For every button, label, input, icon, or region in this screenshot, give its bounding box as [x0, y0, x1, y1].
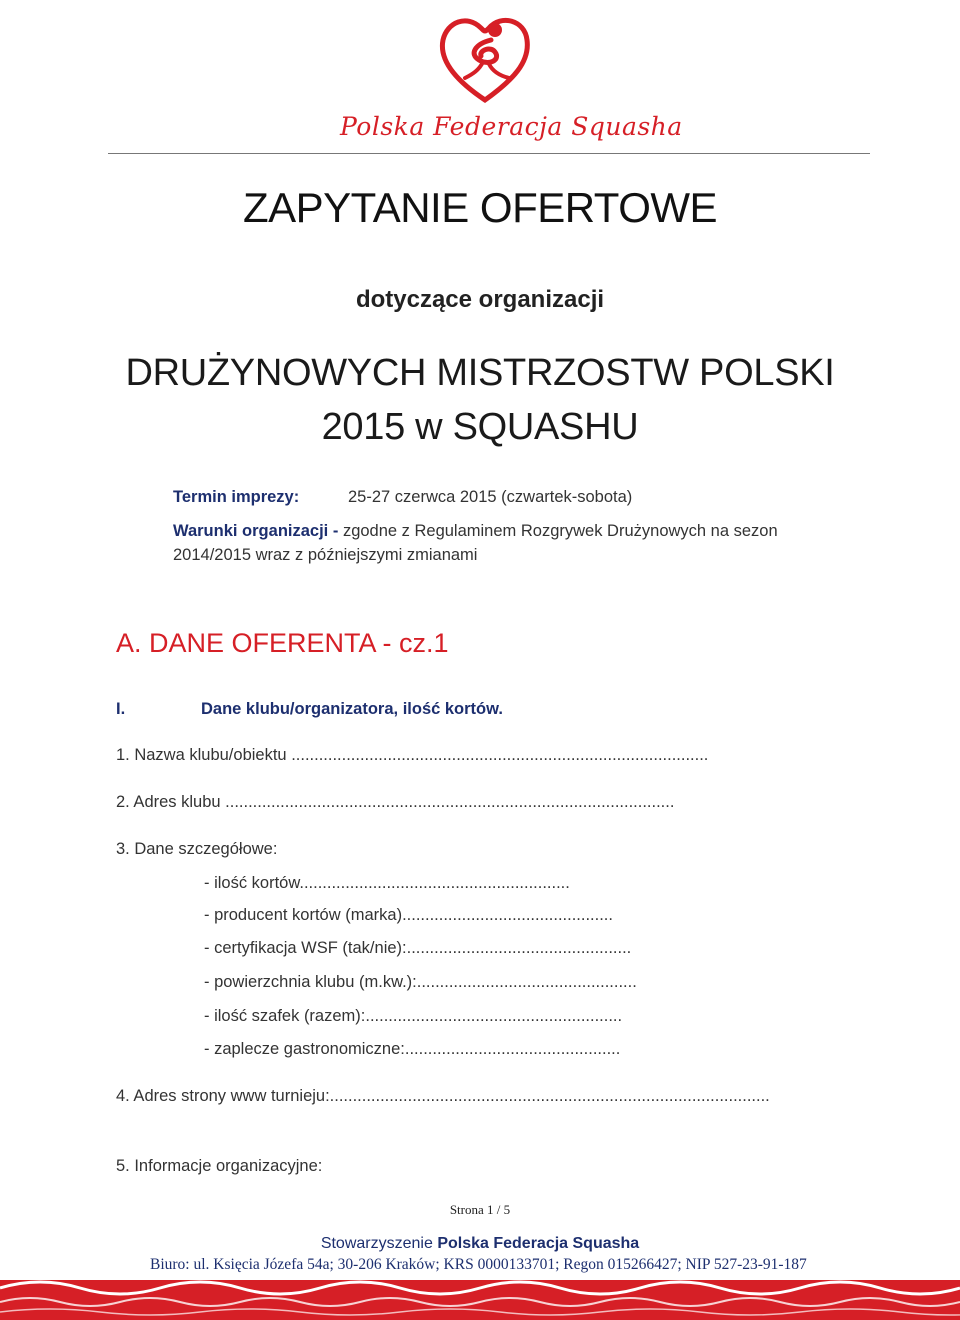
footer-decorative-band [0, 1274, 960, 1320]
field-lockers [204, 1007, 622, 1026]
fill-in-dots: .............................................. [402, 906, 613, 924]
fill-in-dots: ................................................ [416, 973, 637, 991]
field-label: - certyfikacja WSF (tak/nie): [204, 939, 407, 957]
field-club-address [116, 793, 674, 812]
section-i-number: I. [116, 700, 126, 718]
field-club-name [116, 746, 708, 765]
field-label: 2. Adres klubu [116, 793, 221, 811]
fill-in-dots: ........................................................ [365, 1007, 623, 1025]
conditions-value-line-2: 2014/2015 wraz z późniejszymi zmianami [173, 546, 478, 564]
field-label: - ilość szafek (razem): [204, 1007, 366, 1025]
field-org-info: 5. Informacje organizacyjne: [116, 1157, 323, 1175]
header-divider [108, 153, 870, 154]
fill-in-dots: ................................................. [406, 939, 632, 957]
section-i-title: Dane klubu/organizatora, ilość kortów. [201, 700, 503, 718]
field-label: - producent kortów (marka) [204, 906, 403, 924]
field-details-heading: 3. Dane szczegółowe: [116, 840, 278, 858]
field-wsf-certification [204, 939, 631, 958]
conditions-row [173, 522, 778, 541]
field-website [116, 1087, 770, 1106]
term-value: 25-27 czerwca 2015 (czwartek-sobota) [348, 488, 633, 506]
headline-line-1: DRUŻYNOWYCH MISTRZOSTW POLSKI [125, 352, 835, 394]
fill-in-dots: ............................................... [404, 1040, 621, 1058]
conditions-label: Warunki organizacji - [173, 522, 339, 540]
fill-in-dots: .................................................................................................. [225, 793, 675, 811]
conditions-value-line-1: zgodne z Regulaminem Rozgrywek Drużynowych na sezon [342, 522, 778, 540]
page-number: Strona 1 / 5 [449, 1202, 511, 1217]
field-label: - powierzchnia klubu (m.kw.): [204, 973, 417, 991]
federation-logo [340, 8, 683, 153]
squash-player-heart-icon [435, 8, 535, 108]
headline-line-2: 2015 w SQUASHU [321, 406, 639, 448]
fill-in-dots: ................................................................................................ [329, 1087, 770, 1105]
field-club-area [204, 973, 637, 992]
footer-address: Biuro: ul. Księcia Józefa 54a; 30-206 Kraków; KRS 0000133701; Regon 015266427; NIP 527-23-91-187 [150, 1256, 807, 1273]
logo-text: Polska Federacja Squasha [340, 112, 683, 141]
document-subtitle: dotyczące organizacji [355, 286, 605, 313]
term-row [173, 488, 299, 507]
section-a-heading: A. DANE OFERENTA - cz.1 [116, 628, 449, 658]
fill-in-dots: ........................................................... [299, 874, 570, 892]
field-courts-producer [204, 906, 613, 925]
field-label: 4. Adres strony www turnieju: [116, 1087, 330, 1105]
footer-organization: Stowarzyszenie Polska Federacja Squasha [320, 1235, 640, 1252]
field-label: - ilość kortów [204, 874, 300, 892]
field-gastronomy [204, 1040, 620, 1059]
field-label: - zaplecze gastronomiczne: [204, 1040, 405, 1058]
field-courts-count [204, 874, 570, 893]
field-label: 1. Nazwa klubu/obiektu [116, 746, 287, 764]
document-title: ZAPYTANIE OFERTOWE [242, 184, 718, 231]
fill-in-dots: ........................................................................................... [291, 746, 709, 764]
term-label: Termin imprezy: [173, 488, 300, 506]
